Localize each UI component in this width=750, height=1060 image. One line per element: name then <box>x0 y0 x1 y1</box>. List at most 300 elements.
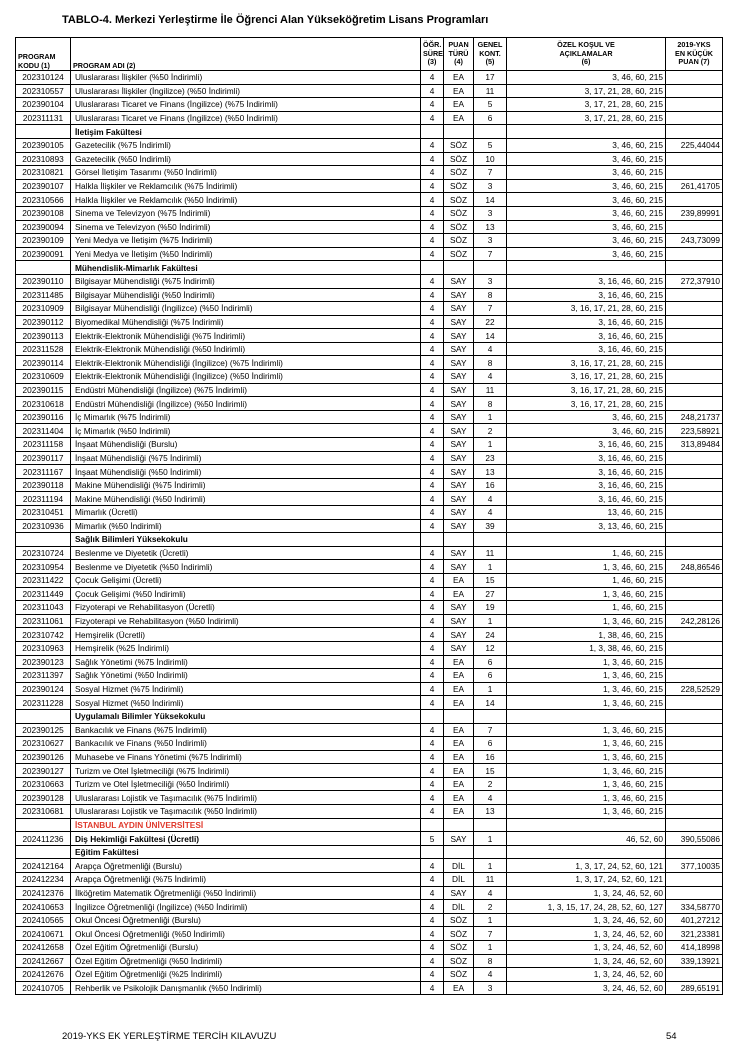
score-type-cell: SÖZ <box>444 206 474 220</box>
duration-cell: 4 <box>421 750 444 764</box>
table-row <box>16 628 723 642</box>
program-name-cell: Elektrik-Elektronik Mühendisliği (%50 İndirimli) <box>71 342 421 356</box>
header-enk-line-2: EN KÜÇÜK <box>675 48 713 58</box>
score-type-cell: SAY <box>444 519 474 533</box>
min-score-cell: 272,37910 <box>666 274 723 288</box>
program-name-cell: İç Mimarlık (%75 İndirimli) <box>71 410 421 424</box>
program-code-cell: 202412376 <box>16 886 71 900</box>
min-score-cell: 414,18998 <box>666 941 723 955</box>
program-code-cell: 202310627 <box>16 737 71 751</box>
faculty-name: Mühendislik-Mimarlık Fakültesi <box>71 261 421 275</box>
program-name-cell: Çocuk Gelişimi (Ücretli) <box>71 573 421 587</box>
table-row <box>16 805 723 819</box>
duration-cell: 4 <box>421 111 444 125</box>
program-code-cell: 202311061 <box>16 614 71 628</box>
min-score-cell: 242,28126 <box>666 614 723 628</box>
quota-cell: 5 <box>474 138 507 152</box>
min-score-cell <box>666 573 723 587</box>
special-conditions-cell: 1, 3, 24, 46, 52, 60 <box>507 968 666 982</box>
score-type-cell: EA <box>444 981 474 995</box>
special-conditions-cell: 1, 3, 46, 60, 215 <box>507 669 666 683</box>
duration-cell: 4 <box>421 193 444 207</box>
program-code-cell: 202310566 <box>16 193 71 207</box>
min-score-cell <box>666 111 723 125</box>
special-conditions-cell: 3, 16, 46, 60, 215 <box>507 329 666 343</box>
min-score-cell <box>666 152 723 166</box>
table-header <box>16 38 723 71</box>
program-code-cell: 202310963 <box>16 641 71 655</box>
special-conditions-cell: 3, 16, 17, 21, 28, 60, 215 <box>507 302 666 316</box>
quota-cell: 22 <box>474 315 507 329</box>
special-conditions-cell: 3, 17, 21, 28, 60, 215 <box>507 111 666 125</box>
quota-cell: 15 <box>474 573 507 587</box>
quota-cell: 1 <box>474 913 507 927</box>
score-type-cell: SAY <box>444 628 474 642</box>
footer-page-number: 54 <box>666 1031 677 1042</box>
duration-cell: 4 <box>421 342 444 356</box>
quota-cell: 10 <box>474 152 507 166</box>
special-conditions-cell: 1, 3, 46, 60, 215 <box>507 737 666 751</box>
min-score-cell: 248,21737 <box>666 410 723 424</box>
table-row <box>16 84 723 98</box>
min-score-cell <box>666 315 723 329</box>
table-row <box>16 506 723 520</box>
empty-cell <box>16 125 71 139</box>
program-name-cell: Bilgisayar Mühendisliği (İngilizce) (%50 İndirimli) <box>71 302 421 316</box>
duration-cell: 4 <box>421 737 444 751</box>
header-special-conditions <box>507 38 666 71</box>
quota-cell: 14 <box>474 193 507 207</box>
table-row <box>16 152 723 166</box>
header-code-line-2: KODU (1) <box>18 60 50 70</box>
header-min-score <box>666 38 723 71</box>
table-row <box>16 696 723 710</box>
score-type-cell: SAY <box>444 614 474 628</box>
duration-cell: 4 <box>421 981 444 995</box>
special-conditions-cell: 3, 46, 60, 215 <box>507 410 666 424</box>
program-code-cell: 202390115 <box>16 383 71 397</box>
program-code-cell: 202390108 <box>16 206 71 220</box>
footer-guide-title: 2019-YKS EK YERLEŞTİRME TERCİH KILAVUZU <box>62 1031 277 1042</box>
score-type-cell: SAY <box>444 546 474 560</box>
table-body <box>16 71 723 995</box>
program-code-cell: 202390105 <box>16 138 71 152</box>
min-score-cell <box>666 193 723 207</box>
special-conditions-cell: 1, 3, 46, 60, 215 <box>507 696 666 710</box>
program-name-cell: Sağlık Yönetimi (%50 İndirimli) <box>71 669 421 683</box>
empty-cell <box>507 818 666 832</box>
quota-cell: 16 <box>474 478 507 492</box>
table-row <box>16 873 723 887</box>
duration-cell: 4 <box>421 206 444 220</box>
table-row <box>16 410 723 424</box>
duration-cell: 4 <box>421 247 444 261</box>
quota-cell: 6 <box>474 111 507 125</box>
program-code-cell: 202310821 <box>16 166 71 180</box>
program-code-cell: 202311528 <box>16 342 71 356</box>
empty-cell <box>444 709 474 723</box>
special-conditions-cell: 1, 3, 46, 60, 215 <box>507 723 666 737</box>
min-score-cell <box>666 492 723 506</box>
program-name-cell: Bankacılık ve Finans (%50 İndirimli) <box>71 737 421 751</box>
special-conditions-cell: 1, 3, 15, 17, 24, 28, 52, 60, 127 <box>507 900 666 914</box>
table-row <box>16 560 723 574</box>
empty-cell <box>507 125 666 139</box>
program-name-cell: Halkla İlişkiler ve Reklamcılık (%75 İndirimli) <box>71 179 421 193</box>
table-row <box>16 329 723 343</box>
header-puan-line-1: PUAN <box>448 40 469 50</box>
score-type-cell: SAY <box>444 383 474 397</box>
duration-cell: 4 <box>421 424 444 438</box>
quota-cell: 17 <box>474 71 507 85</box>
duration-cell: 4 <box>421 859 444 873</box>
quota-cell: 1 <box>474 438 507 452</box>
header-kosul-line-1: ÖZEL KOŞUL VE <box>557 40 615 50</box>
special-conditions-cell: 3, 13, 46, 60, 215 <box>507 519 666 533</box>
min-score-cell: 228,52529 <box>666 682 723 696</box>
score-type-cell: SAY <box>444 356 474 370</box>
header-enk-line-1: 2019-YKS <box>677 40 711 50</box>
quota-cell: 16 <box>474 750 507 764</box>
duration-cell: 4 <box>421 138 444 152</box>
score-type-cell: EA <box>444 655 474 669</box>
duration-cell: 4 <box>421 669 444 683</box>
duration-cell: 4 <box>421 560 444 574</box>
program-code-cell: 202310893 <box>16 152 71 166</box>
table-row <box>16 356 723 370</box>
special-conditions-cell: 1, 3, 46, 60, 215 <box>507 560 666 574</box>
min-score-cell <box>666 696 723 710</box>
empty-cell <box>666 125 723 139</box>
special-conditions-cell: 3, 46, 60, 215 <box>507 234 666 248</box>
table-row <box>16 519 723 533</box>
table-row <box>16 247 723 261</box>
duration-cell: 4 <box>421 179 444 193</box>
quota-cell: 39 <box>474 519 507 533</box>
table-row <box>16 573 723 587</box>
min-score-cell <box>666 873 723 887</box>
score-type-cell: EA <box>444 723 474 737</box>
table-row <box>16 383 723 397</box>
quota-cell: 3 <box>474 981 507 995</box>
quota-cell: 2 <box>474 777 507 791</box>
program-name-cell: Arapça Öğretmenliği (Burslu) <box>71 859 421 873</box>
header-program-name <box>71 38 421 71</box>
special-conditions-cell: 1, 46, 60, 215 <box>507 573 666 587</box>
min-score-cell <box>666 342 723 356</box>
min-score-cell <box>666 329 723 343</box>
quota-cell: 4 <box>474 342 507 356</box>
empty-cell <box>16 533 71 547</box>
score-type-cell: SAY <box>444 342 474 356</box>
empty-cell <box>507 261 666 275</box>
quota-cell: 3 <box>474 234 507 248</box>
table-row <box>16 954 723 968</box>
header-kont-line-1: GENEL <box>477 40 503 50</box>
program-name-cell: İnşaat Mühendisliği (Burslu) <box>71 438 421 452</box>
faculty-section-row <box>16 709 723 723</box>
special-conditions-cell: 3, 16, 17, 21, 28, 60, 215 <box>507 383 666 397</box>
empty-cell <box>666 818 723 832</box>
score-type-cell: SÖZ <box>444 927 474 941</box>
special-conditions-cell: 3, 16, 46, 60, 215 <box>507 274 666 288</box>
min-score-cell <box>666 247 723 261</box>
empty-cell <box>666 845 723 859</box>
special-conditions-cell: 3, 17, 21, 28, 60, 215 <box>507 98 666 112</box>
program-name-cell: İlköğretim Matematik Öğretmenliği (%50 İndirimli) <box>71 886 421 900</box>
header-duration <box>421 38 444 71</box>
program-code-cell: 202390110 <box>16 274 71 288</box>
duration-cell: 4 <box>421 288 444 302</box>
program-name-cell: İç Mimarlık (%50 İndirimli) <box>71 424 421 438</box>
special-conditions-cell: 1, 3, 46, 60, 215 <box>507 614 666 628</box>
program-code-cell: 202390124 <box>16 682 71 696</box>
faculty-section-row <box>16 125 723 139</box>
program-name-cell: Uluslararası İlişkiler (%50 İndirimli) <box>71 71 421 85</box>
table-row <box>16 927 723 941</box>
special-conditions-cell: 1, 3, 46, 60, 215 <box>507 791 666 805</box>
quota-cell: 11 <box>474 873 507 887</box>
duration-cell: 4 <box>421 968 444 982</box>
special-conditions-cell: 3, 46, 60, 215 <box>507 193 666 207</box>
quota-cell: 8 <box>474 954 507 968</box>
score-type-cell: SAY <box>444 424 474 438</box>
quota-cell: 1 <box>474 859 507 873</box>
special-conditions-cell: 1, 3, 17, 24, 52, 60, 121 <box>507 873 666 887</box>
program-name-cell: Muhasebe ve Finans Yönetimi (%75 İndirimli) <box>71 750 421 764</box>
score-type-cell: EA <box>444 669 474 683</box>
program-code-cell: 202412234 <box>16 873 71 887</box>
quota-cell: 23 <box>474 451 507 465</box>
duration-cell: 4 <box>421 886 444 900</box>
faculty-section-row <box>16 261 723 275</box>
program-code-cell: 202310954 <box>16 560 71 574</box>
min-score-cell <box>666 886 723 900</box>
table-row <box>16 913 723 927</box>
empty-cell <box>444 261 474 275</box>
score-type-cell: SÖZ <box>444 954 474 968</box>
table-row <box>16 669 723 683</box>
score-type-cell: EA <box>444 696 474 710</box>
header-sure-line-3: (3) <box>427 57 437 67</box>
score-type-cell: SAY <box>444 492 474 506</box>
header-quota <box>474 38 507 71</box>
min-score-cell <box>666 641 723 655</box>
duration-cell: 4 <box>421 166 444 180</box>
empty-cell <box>507 709 666 723</box>
faculty-name: Sağlık Bilimleri Yüksekokulu <box>71 533 421 547</box>
quota-cell: 19 <box>474 601 507 615</box>
duration-cell: 4 <box>421 84 444 98</box>
table-row <box>16 179 723 193</box>
program-name-cell: Fizyoterapi ve Rehabilitasyon (%50 İndirimli) <box>71 614 421 628</box>
program-name-cell: Yeni Medya ve İletişim (%50 İndirimli) <box>71 247 421 261</box>
special-conditions-cell: 1, 46, 60, 215 <box>507 546 666 560</box>
program-code-cell: 202310724 <box>16 546 71 560</box>
table-row <box>16 764 723 778</box>
special-conditions-cell: 13, 46, 60, 215 <box>507 506 666 520</box>
quota-cell: 2 <box>474 424 507 438</box>
score-type-cell: EA <box>444 84 474 98</box>
score-type-cell: SÖZ <box>444 152 474 166</box>
quota-cell: 14 <box>474 696 507 710</box>
special-conditions-cell: 3, 46, 60, 215 <box>507 206 666 220</box>
special-conditions-cell: 1, 3, 46, 60, 215 <box>507 587 666 601</box>
program-table <box>15 37 723 995</box>
empty-cell <box>444 845 474 859</box>
header-program-code <box>16 38 71 71</box>
header-name-line-1: PROGRAM ADI (2) <box>73 60 136 70</box>
empty-cell <box>421 261 444 275</box>
min-score-cell: 321,23381 <box>666 927 723 941</box>
score-type-cell: EA <box>444 98 474 112</box>
program-name-cell: Uluslararası Lojistik ve Taşımacılık (%50 İndirimli) <box>71 805 421 819</box>
special-conditions-cell: 1, 3, 46, 60, 215 <box>507 655 666 669</box>
program-code-cell: 202410565 <box>16 913 71 927</box>
program-code-cell: 202390125 <box>16 723 71 737</box>
duration-cell: 4 <box>421 587 444 601</box>
quota-cell: 3 <box>474 274 507 288</box>
program-code-cell: 202390126 <box>16 750 71 764</box>
program-code-cell: 202412658 <box>16 941 71 955</box>
table-row <box>16 492 723 506</box>
min-score-cell: 239,89991 <box>666 206 723 220</box>
duration-cell: 4 <box>421 900 444 914</box>
quota-cell: 7 <box>474 927 507 941</box>
score-type-cell: SÖZ <box>444 247 474 261</box>
quota-cell: 4 <box>474 492 507 506</box>
score-type-cell: SAY <box>444 274 474 288</box>
duration-cell: 4 <box>421 383 444 397</box>
table-row <box>16 546 723 560</box>
program-name-cell: Gazetecilik (%50 İndirimli) <box>71 152 421 166</box>
program-code-cell: 202410671 <box>16 927 71 941</box>
quota-cell: 1 <box>474 832 507 846</box>
min-score-cell: 401,27212 <box>666 913 723 927</box>
table-row <box>16 342 723 356</box>
score-type-cell: EA <box>444 777 474 791</box>
special-conditions-cell: 1, 3, 17, 24, 52, 60, 121 <box>507 859 666 873</box>
duration-cell: 4 <box>421 614 444 628</box>
min-score-cell <box>666 370 723 384</box>
duration-cell: 4 <box>421 98 444 112</box>
header-puan-line-2: TÜRÜ <box>448 48 469 58</box>
special-conditions-cell: 1, 3, 46, 60, 215 <box>507 750 666 764</box>
min-score-cell <box>666 764 723 778</box>
min-score-cell <box>666 451 723 465</box>
min-score-cell <box>666 166 723 180</box>
special-conditions-cell: 3, 46, 60, 215 <box>507 71 666 85</box>
program-code-cell: 202390128 <box>16 791 71 805</box>
quota-cell: 1 <box>474 614 507 628</box>
score-type-cell: SAY <box>444 370 474 384</box>
header-sure-line-2: SÜRE <box>423 48 443 58</box>
min-score-cell <box>666 397 723 411</box>
program-name-cell: Okul Öncesi Öğretmenliği (%50 İndirimli) <box>71 927 421 941</box>
duration-cell: 4 <box>421 682 444 696</box>
program-name-cell: Turizm ve Otel İşletmeciliği (%75 İndirimli) <box>71 764 421 778</box>
program-code-cell: 202411236 <box>16 832 71 846</box>
program-code-cell: 202390107 <box>16 179 71 193</box>
quota-cell: 7 <box>474 723 507 737</box>
empty-cell <box>421 533 444 547</box>
score-type-cell: EA <box>444 805 474 819</box>
table-row <box>16 206 723 220</box>
score-type-cell: SÖZ <box>444 941 474 955</box>
table-row <box>16 220 723 234</box>
program-code-cell: 202390127 <box>16 764 71 778</box>
min-score-cell <box>666 587 723 601</box>
special-conditions-cell: 1, 3, 46, 60, 215 <box>507 682 666 696</box>
header-sure-line-1: ÖĞR. <box>423 40 442 50</box>
program-code-cell: 202410653 <box>16 900 71 914</box>
program-name-cell: Bilgisayar Mühendisliği (%75 İndirimli) <box>71 274 421 288</box>
program-name-cell: Sinema ve Televizyon (%75 İndirimli) <box>71 206 421 220</box>
special-conditions-cell: 1, 3, 46, 60, 215 <box>507 805 666 819</box>
duration-cell: 4 <box>421 641 444 655</box>
quota-cell: 1 <box>474 560 507 574</box>
quota-cell: 1 <box>474 941 507 955</box>
quota-cell: 6 <box>474 655 507 669</box>
min-score-cell <box>666 71 723 85</box>
empty-cell <box>474 709 507 723</box>
duration-cell: 4 <box>421 805 444 819</box>
empty-cell <box>474 818 507 832</box>
quota-cell: 1 <box>474 682 507 696</box>
score-type-cell: SAY <box>444 886 474 900</box>
special-conditions-cell: 3, 46, 60, 215 <box>507 138 666 152</box>
quota-cell: 13 <box>474 465 507 479</box>
quota-cell: 4 <box>474 370 507 384</box>
table-row <box>16 438 723 452</box>
special-conditions-cell: 3, 16, 17, 21, 28, 60, 215 <box>507 370 666 384</box>
program-code-cell: 202410705 <box>16 981 71 995</box>
empty-cell <box>16 845 71 859</box>
score-type-cell: DİL <box>444 859 474 873</box>
program-name-cell: Görsel İletişim Tasarımı (%50 İndirimli) <box>71 166 421 180</box>
table-row <box>16 791 723 805</box>
table-row <box>16 302 723 316</box>
program-code-cell: 202311422 <box>16 573 71 587</box>
score-type-cell: DİL <box>444 900 474 914</box>
duration-cell: 4 <box>421 220 444 234</box>
score-type-cell: SAY <box>444 288 474 302</box>
program-name-cell: Elektrik-Elektronik Mühendisliği (İngilizce) (%75 İndirimli) <box>71 356 421 370</box>
quota-cell: 7 <box>474 302 507 316</box>
faculty-name: Uygulamalı Bilimler Yüksekokulu <box>71 709 421 723</box>
min-score-cell <box>666 737 723 751</box>
empty-cell <box>444 125 474 139</box>
table-row <box>16 981 723 995</box>
min-score-cell <box>666 546 723 560</box>
quota-cell: 2 <box>474 900 507 914</box>
program-code-cell: 202310909 <box>16 302 71 316</box>
program-code-cell: 202390117 <box>16 451 71 465</box>
special-conditions-cell: 3, 24, 46, 52, 60 <box>507 981 666 995</box>
university-name: İSTANBUL AYDIN ÜNİVERSİTESİ <box>71 818 421 832</box>
table-row <box>16 315 723 329</box>
empty-cell <box>666 533 723 547</box>
table-title: TABLO-4. Merkezi Yerleştirme İle Öğrenci Alan Yükseköğretim Lisans Programları <box>62 14 489 26</box>
quota-cell: 13 <box>474 805 507 819</box>
score-type-cell: SAY <box>444 329 474 343</box>
min-score-cell <box>666 220 723 234</box>
score-type-cell: EA <box>444 111 474 125</box>
score-type-cell: SAY <box>444 478 474 492</box>
program-name-cell: Turizm ve Otel İşletmeciliği (%50 İndirimli) <box>71 777 421 791</box>
program-name-cell: Sosyal Hizmet (%50 İndirimli) <box>71 696 421 710</box>
min-score-cell <box>666 750 723 764</box>
